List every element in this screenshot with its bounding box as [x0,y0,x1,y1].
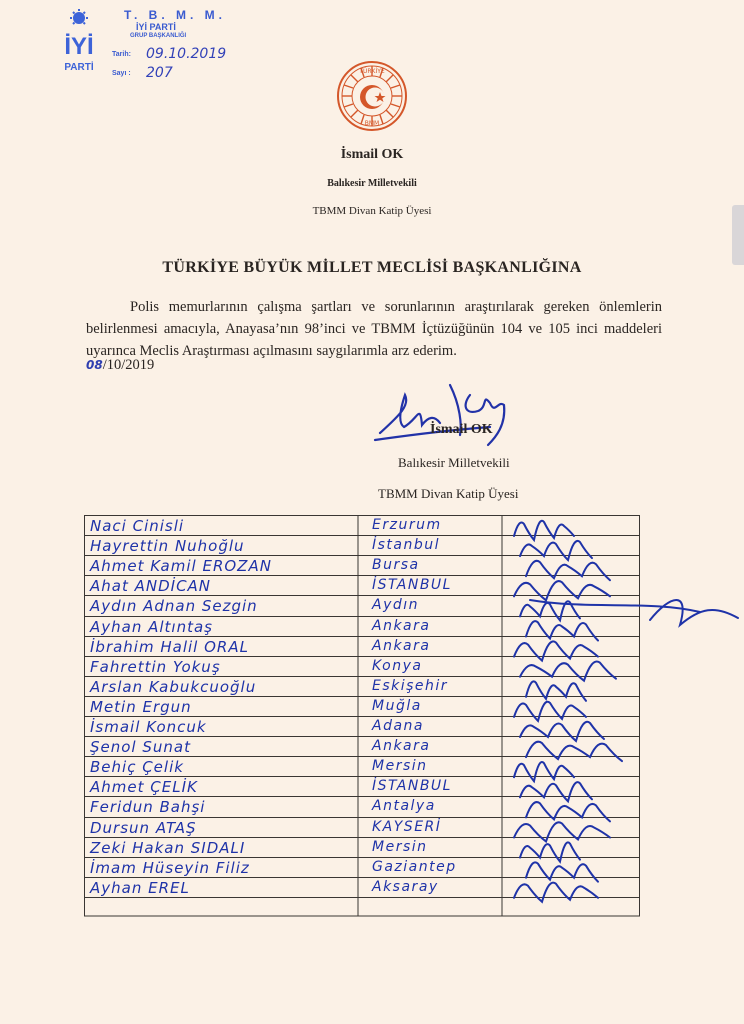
signer-city: Ankara [372,617,431,634]
signer-name: Hayrettin Nuhoğlu [90,537,245,556]
signer-city: Ankara [372,738,431,755]
signer-city: Muğla [372,697,422,714]
party-stamp [110,6,235,82]
seal-bottom-text: BMM [364,120,380,127]
signatory-role: TBMM Divan Katip Üyesi [378,486,519,501]
signer-city: Bursa [372,557,420,574]
signer-city: Ankara [372,637,431,654]
signer-name: Ahmet ÇELİK [90,778,198,797]
signatory-province: Balıkesir Milletvekili [398,455,510,470]
logo-label: İYİ [64,33,94,60]
date-printed: /10/2019 [102,357,155,373]
signer-city: Eskişehir [372,677,449,694]
signer-name: Ahat ANDİCAN [90,577,212,596]
signer-city: İSTANBUL [372,577,452,594]
signer-name: Aydın Adnan Sezgin [90,597,258,616]
signer-name: Şenol Sunat [90,738,191,757]
page-edge [732,205,744,265]
header-role: TBMM Divan Katip Üyesi [312,205,432,217]
signature-scribbles [500,500,744,930]
signer-name: İsmail Koncuk [90,718,207,736]
signer-city: Mersin [372,838,428,855]
logo-sub: PARTİ [64,62,94,73]
signer-city: Aksaray [372,878,439,895]
signer-city: Antalya [372,798,436,815]
signer-name: Ayhan EREL [90,878,190,897]
signer-name: Fahrettin Yokuş [90,657,221,676]
signer-name: Feridun Bahşi [90,798,206,817]
stamp-line2: İYİ PARTİ [136,22,176,32]
signer-city: İSTANBUL [372,778,452,795]
document-date [86,357,154,374]
stamp-number-label: Sayı : [112,70,131,77]
signer-name: Metin Ergun [90,697,192,716]
signer-city: Mersin [372,758,428,775]
signer-name: Naci Cinisli [90,517,185,535]
stamp-line1: T. B. M. M. [124,8,226,22]
seal-top-text: TÜRKİYE [359,68,385,75]
signer-city: KAYSERİ [372,818,442,835]
signer-city: İstanbul [372,537,441,554]
signer-city: Erzurum [372,517,442,533]
stamp-date-value: 09.10.2019 [146,46,227,62]
document-title: TÜRKİYE BÜYÜK MİLLET MECLİSİ BAŞKANLIĞINA [162,259,582,276]
signer-city: Konya [372,657,423,674]
stamp-number-value: 207 [146,65,173,81]
iyi-party-logo [55,8,103,78]
header-province: Balıkesir Milletvekili [327,178,417,189]
signer-name: Zeki Hakan SIDALI [90,838,246,857]
signer-name: İbrahim Halil ORAL [90,637,249,656]
header-name: İsmail OK [340,147,404,162]
tbmm-seal-icon [336,60,408,132]
signer-city: Gaziantep [372,858,457,875]
signer-name: Behiç Çelik [90,758,184,777]
signer-name: Ahmet Kamil EROZAN [90,557,272,576]
date-handwritten: 08 [86,358,103,372]
signer-name: Dursun ATAŞ [90,818,197,837]
signer-name: Arslan Kabukcuoğlu [90,677,257,696]
stamp-line3: GRUP BAŞKANLIĞI [130,33,187,39]
stamp-date-label: Tarih: [112,51,131,58]
signatory-name: İsmail OK [430,422,493,437]
signer-city: Aydın [372,597,420,614]
main-signature [370,375,540,450]
signer-name: İmam Hüseyin Filiz [90,858,250,877]
signer-name: Ayhan Altıntaş [90,617,213,636]
body-paragraph: Polis memurlarının çalışma şartları ve sorunlarının araştırılarak gereken önlemlerin belirlenmesi amacıyla, Anayasa’nın 98’inci ve TBMM İçtüzüğünün 104 ve 105 inci maddeleri uyarınca Meclis Araştırması açılmasını saygılarımla arz ederim. [86,299,662,359]
signer-city: Adana [372,718,424,734]
